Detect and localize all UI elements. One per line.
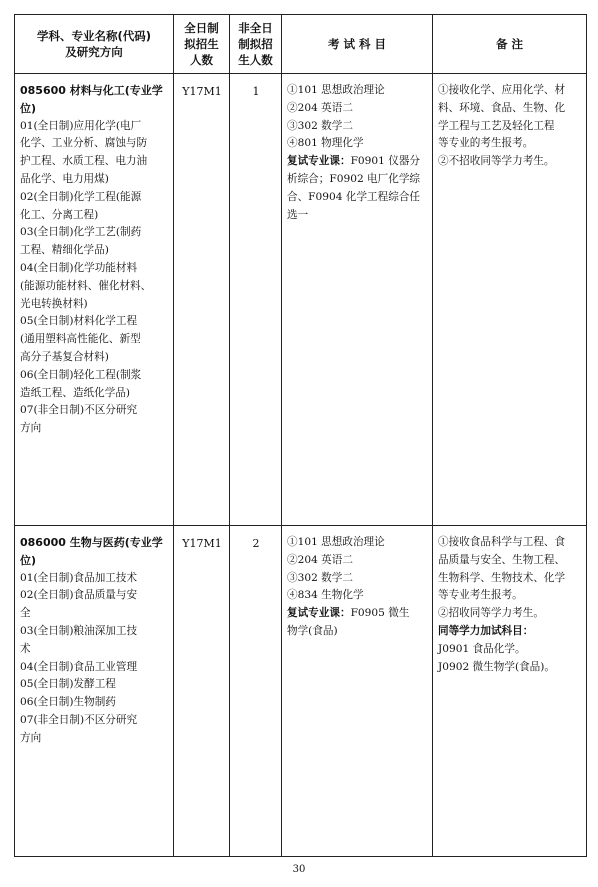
direction-item: 02(全日制)食品质量与安 (20, 589, 138, 602)
major-title: 086000 生物与医药(专业学 (20, 536, 163, 549)
direction-item: 03(全日制)化学工艺(制药 (20, 226, 142, 239)
parttime-quota: 1 (230, 74, 282, 526)
major-cell: 086000 生物与医药(专业学 位) 01(全日制)食品加工技术 02(全日制)食品质量与安 全 03(全日制)粮油深加工技 术 04(全日制)食品工业管理 05(全日制)发酵工程 06(全日制)生物制药 07(非全日制)不区分研究 方向 (15, 526, 174, 857)
fulltime-quota: Y17M1 (174, 526, 230, 857)
major-cell: 085600 材料与化工(专业学 位) 01(全日制)应用化学(电厂 化学、工业分析、腐蚀与防 护工程、水质工程、电力油 品化学、电力用煤) 02(全日制)化学工程(能源 化工、分离工程) 03(全日制)化学工艺(制药 工程、精细化学品) 04(全日制)化学功能材料 (能源功能材料、催化材料、 光电转换材料) 05(全日制)材料化学工程 (通用塑料高性能化、新型 高分子基复合材料) 06(全日制)轻化工程(制浆 造纸工程、造纸化学品) 07(非全日制)不区分研究 方向 (15, 74, 174, 526)
direction-item: 02(全日制)化学工程(能源 (20, 190, 142, 203)
header-major: 学科、专业名称(代码) 及研究方向 (15, 15, 174, 74)
table-row (15, 74, 587, 526)
header-row (15, 15, 587, 74)
retest-label: 复试专业课： (287, 607, 351, 620)
page-number: 30 (292, 864, 306, 875)
fulltime-quota: Y17M1 (174, 74, 230, 526)
direction-item: 04(全日制)食品工业管理 (20, 660, 138, 673)
major-title: 085600 材料与化工(专业学 (20, 84, 163, 97)
header-exams: 考 试 科 目 (282, 15, 433, 74)
direction-item: 05(全日制)材料化学工程 (20, 315, 138, 328)
direction-item: 07(非全日制)不区分研究 (20, 404, 138, 417)
equivalent-exam-label: 同等学力加试科目： (438, 624, 534, 637)
admissions-table (14, 14, 587, 857)
exam-subjects: ①101 思想政治理论 ②204 英语二 ③302 数学二 ④834 生物化学 复试专业课：F0905 微生 物学(食品) (282, 526, 433, 857)
table-row (15, 526, 587, 857)
direction-item: 03(全日制)粮油深加工技 (20, 624, 138, 637)
notes-cell: ①接收化学、应用化学、材 料、环境、食品、生物、化 学工程与工艺及轻化工程 等专业的考生报考。 ②不招收同等学力考生。 (433, 74, 587, 526)
header-parttime: 非全日 制拟招 生人数 (230, 15, 282, 74)
parttime-quota: 2 (230, 526, 282, 857)
direction-item: 07(非全日制)不区分研究 (20, 713, 138, 726)
exam-subjects: ①101 思想政治理论 ②204 英语二 ③302 数学二 ④801 物理化学 复试专业课：F0901 仪器分 析综合；F0902 电厂化学综 合、F0904 化学工程综合任 选一 (282, 74, 433, 526)
header-fulltime: 全日制 拟招生 人数 (174, 15, 230, 74)
header-notes: 备 注 (433, 15, 587, 74)
direction-item: 04(全日制)化学功能材料 (20, 261, 138, 274)
notes-cell: ①接收食品科学与工程、食 品质量与安全、生物工程、 生物科学、生物技术、化学 等专业考生报考。 ②招收同等学力考生。 同等学力加试科目： J0901 食品化学。 J0902 微生物学(食品)。 (433, 526, 587, 857)
direction-item: 06(全日制)轻化工程(制浆 (20, 368, 142, 381)
direction-item: 01(全日制)食品加工技术 (20, 571, 138, 584)
direction-item: 05(全日制)发酵工程 (20, 678, 116, 691)
retest-label: 复试专业课： (287, 155, 351, 168)
direction-item: 01(全日制)应用化学(电厂 (20, 119, 142, 132)
direction-item: 06(全日制)生物制药 (20, 696, 116, 709)
